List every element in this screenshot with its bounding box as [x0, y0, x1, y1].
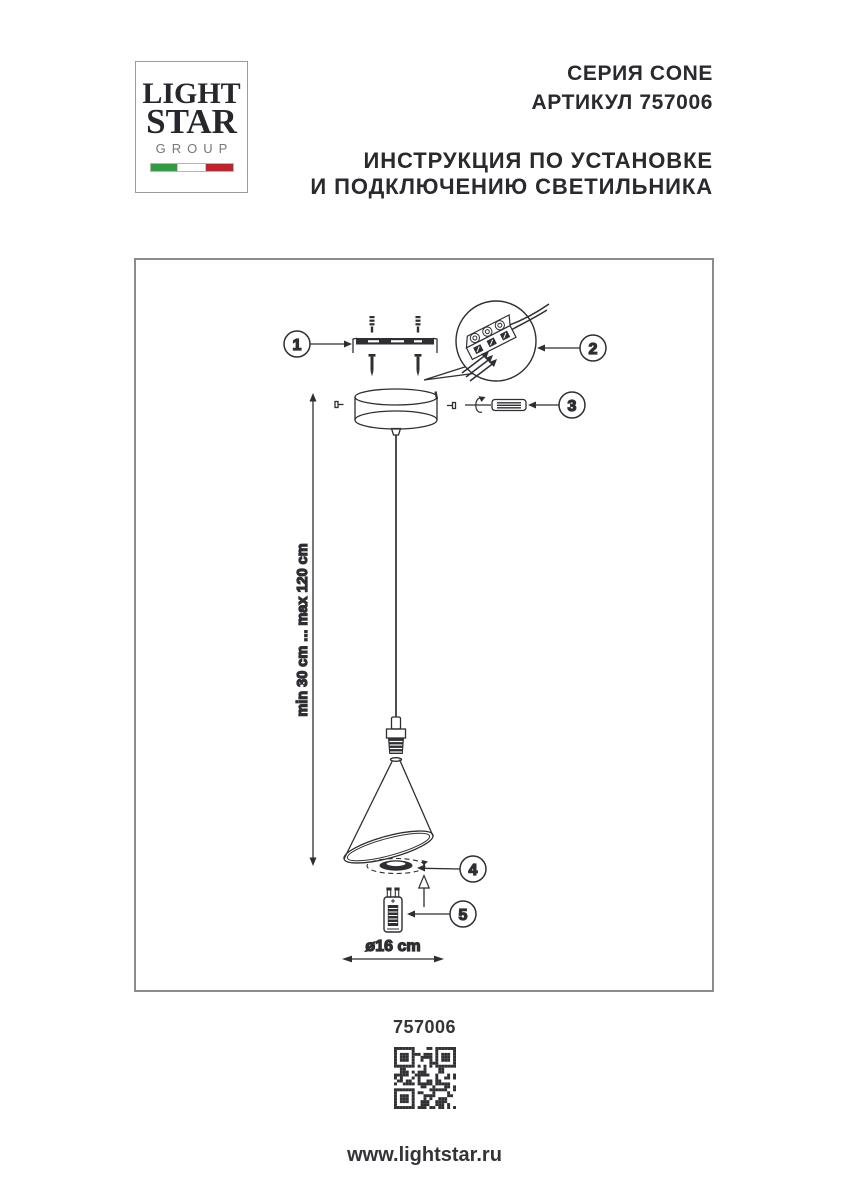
- flag-red-segment: [206, 164, 233, 171]
- svg-text:5: 5: [458, 907, 468, 924]
- italian-flag-bar: [150, 163, 234, 172]
- lightstar-logo: [135, 61, 248, 193]
- callout-3: [528, 392, 585, 418]
- mounting-bracket: [353, 338, 437, 353]
- svg-text:3: 3: [567, 398, 577, 415]
- dimension-diameter: [342, 938, 444, 962]
- website-url: www.lightstar.ru: [347, 1144, 502, 1166]
- article-label: АРТИКУЛ 757006: [531, 91, 713, 114]
- diagram-drawing: [135, 259, 715, 993]
- flag-white-segment: [177, 164, 206, 171]
- callout-5: [407, 901, 476, 927]
- dimension-vertical: [295, 393, 317, 866]
- ceiling-canopy: [355, 389, 437, 435]
- cone-shade: [341, 758, 436, 870]
- lamp-socket: [387, 717, 406, 754]
- instruction-title-line2: И ПОДКЛЮЧЕНИЮ СВЕТИЛЬНИКА: [310, 174, 713, 199]
- header-text-block: [310, 59, 713, 200]
- wall-plugs: [370, 316, 421, 333]
- installation-diagram: [134, 258, 714, 992]
- svg-text:2: 2: [588, 341, 598, 358]
- footer-article-number: 757006: [392, 1017, 457, 1037]
- svg-text:1: 1: [292, 337, 302, 354]
- logo-word-star: STAR: [146, 102, 237, 141]
- mounting-screws: [369, 354, 422, 377]
- locking-screw: [465, 396, 526, 412]
- g9-bulb: [384, 888, 402, 933]
- junction-detail-circle: [424, 301, 549, 381]
- logo-word-group: GROUP: [155, 141, 234, 156]
- series-label: СЕРИЯ CONE: [567, 62, 713, 85]
- callout-4: [417, 856, 486, 882]
- qr-code: [394, 1047, 456, 1109]
- flag-green-segment: [151, 164, 178, 171]
- instruction-title-line1: ИНСТРУКЦИЯ ПО УСТАНОВКЕ: [363, 148, 713, 173]
- insert-direction-arrow: [419, 876, 429, 908]
- callout-2: [537, 335, 606, 361]
- callout-1: [284, 331, 352, 357]
- logo-word-light: LIGHT: [142, 77, 241, 110]
- svg-text:ø16 cm: ø16 cm: [365, 938, 421, 955]
- svg-text:4: 4: [468, 862, 478, 879]
- svg-text:min 30 cm ... max 120 cm: min 30 cm ... max 120 cm: [295, 543, 311, 717]
